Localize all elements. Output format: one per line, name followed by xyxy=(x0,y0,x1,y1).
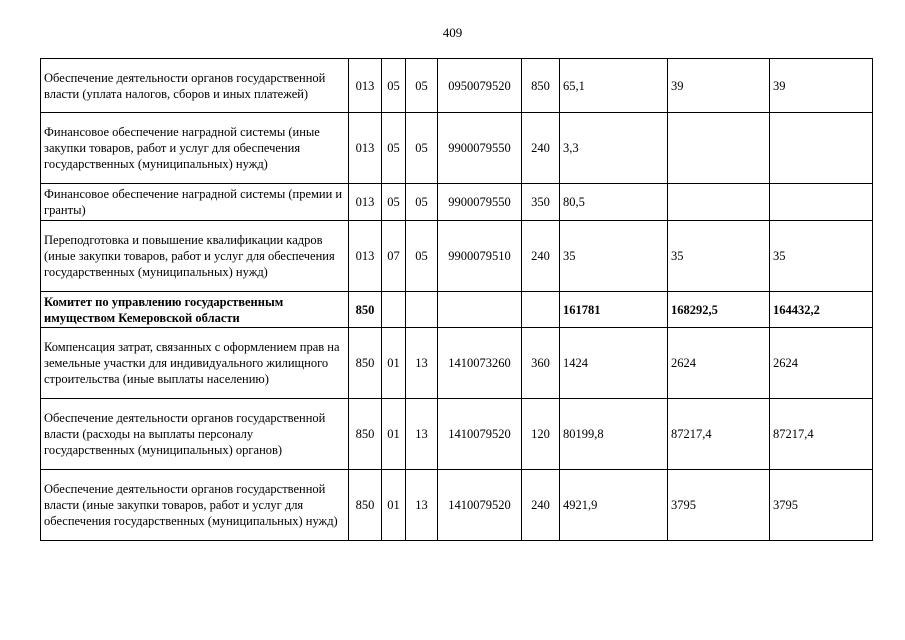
amount-year-2: 87217,4 xyxy=(668,399,770,470)
row-name: Переподготовка и повышение квалификации кадров (иные закупки товаров, работ и услуг для обеспечения государственных (муниципальных) нужд) xyxy=(41,221,349,292)
expense-type-code: 240 xyxy=(522,470,560,541)
amount-year-2: 35 xyxy=(668,221,770,292)
table-row xyxy=(41,221,873,292)
target-article-code: 1410079520 xyxy=(438,470,522,541)
admin-code: 850 xyxy=(349,328,382,399)
amount-year-1: 80199,8 xyxy=(560,399,668,470)
budget-table xyxy=(40,58,873,541)
table-row xyxy=(41,59,873,113)
expense-type-code: 240 xyxy=(522,221,560,292)
row-name: Финансовое обеспечение наградной системы (иные закупки товаров, работ и услуг для обеспечения государственных (муниципальных) нужд) xyxy=(41,113,349,184)
amount-year-1: 35 xyxy=(560,221,668,292)
section-code: 07 xyxy=(382,221,406,292)
amount-year-2 xyxy=(668,113,770,184)
amount-year-2: 39 xyxy=(668,59,770,113)
subsection-code: 13 xyxy=(406,470,438,541)
section-code: 05 xyxy=(382,59,406,113)
table-row xyxy=(41,184,873,221)
subsection-code: 05 xyxy=(406,113,438,184)
target-article-code: 9900079510 xyxy=(438,221,522,292)
section-code: 01 xyxy=(382,328,406,399)
amount-year-3: 3795 xyxy=(770,470,873,541)
expense-type-code: 240 xyxy=(522,113,560,184)
row-name: Обеспечение деятельности органов государственной власти (уплата налогов, сборов и иных платежей) xyxy=(41,59,349,113)
expense-type-code xyxy=(522,292,560,328)
amount-year-3: 164432,2 xyxy=(770,292,873,328)
expense-type-code: 350 xyxy=(522,184,560,221)
target-article-code: 9900079550 xyxy=(438,113,522,184)
row-name: Обеспечение деятельности органов государственной власти (иные закупки товаров, работ и услуг для обеспечения государственных (муниципальных) нужд) xyxy=(41,470,349,541)
amount-year-2: 168292,5 xyxy=(668,292,770,328)
subsection-code xyxy=(406,292,438,328)
target-article-code: 0950079520 xyxy=(438,59,522,113)
amount-year-3 xyxy=(770,113,873,184)
amount-year-2: 2624 xyxy=(668,328,770,399)
amount-year-1: 80,5 xyxy=(560,184,668,221)
row-name: Комитет по управлению государственным имуществом Кемеровской области xyxy=(41,292,349,328)
table-row xyxy=(41,399,873,470)
target-article-code: 9900079550 xyxy=(438,184,522,221)
amount-year-3 xyxy=(770,184,873,221)
expense-type-code: 120 xyxy=(522,399,560,470)
amount-year-1: 4921,9 xyxy=(560,470,668,541)
row-name: Финансовое обеспечение наградной системы (премии и гранты) xyxy=(41,184,349,221)
expense-type-code: 360 xyxy=(522,328,560,399)
row-name: Компенсация затрат, связанных с оформлением прав на земельные участки для индивидуального жилищного строительства (иные выплаты населению) xyxy=(41,328,349,399)
subsection-code: 13 xyxy=(406,328,438,399)
amount-year-2 xyxy=(668,184,770,221)
target-article-code: 1410073260 xyxy=(438,328,522,399)
admin-code: 013 xyxy=(349,59,382,113)
admin-code: 850 xyxy=(349,399,382,470)
admin-code: 013 xyxy=(349,184,382,221)
subsection-code: 05 xyxy=(406,59,438,113)
amount-year-3: 2624 xyxy=(770,328,873,399)
section-code: 01 xyxy=(382,470,406,541)
admin-code: 013 xyxy=(349,221,382,292)
amount-year-1: 1424 xyxy=(560,328,668,399)
admin-code: 850 xyxy=(349,470,382,541)
section-code xyxy=(382,292,406,328)
amount-year-3: 87217,4 xyxy=(770,399,873,470)
amount-year-1: 65,1 xyxy=(560,59,668,113)
expense-type-code: 850 xyxy=(522,59,560,113)
target-article-code: 1410079520 xyxy=(438,399,522,470)
subsection-code: 05 xyxy=(406,221,438,292)
row-name: Обеспечение деятельности органов государственной власти (расходы на выплаты персоналу государственных (муниципальных) органов) xyxy=(41,399,349,470)
table-body xyxy=(41,59,873,541)
table-row xyxy=(41,328,873,399)
amount-year-2: 3795 xyxy=(668,470,770,541)
amount-year-3: 39 xyxy=(770,59,873,113)
subsection-code: 05 xyxy=(406,184,438,221)
target-article-code xyxy=(438,292,522,328)
amount-year-3: 35 xyxy=(770,221,873,292)
subsection-code: 13 xyxy=(406,399,438,470)
amount-year-1: 161781 xyxy=(560,292,668,328)
admin-code: 013 xyxy=(349,113,382,184)
table-row xyxy=(41,470,873,541)
section-code: 05 xyxy=(382,113,406,184)
section-code: 05 xyxy=(382,184,406,221)
table-row xyxy=(41,113,873,184)
page-number: 409 xyxy=(442,25,463,40)
amount-year-1: 3,3 xyxy=(560,113,668,184)
section-code: 01 xyxy=(382,399,406,470)
table-row-total xyxy=(41,292,873,328)
admin-code: 850 xyxy=(349,292,382,328)
